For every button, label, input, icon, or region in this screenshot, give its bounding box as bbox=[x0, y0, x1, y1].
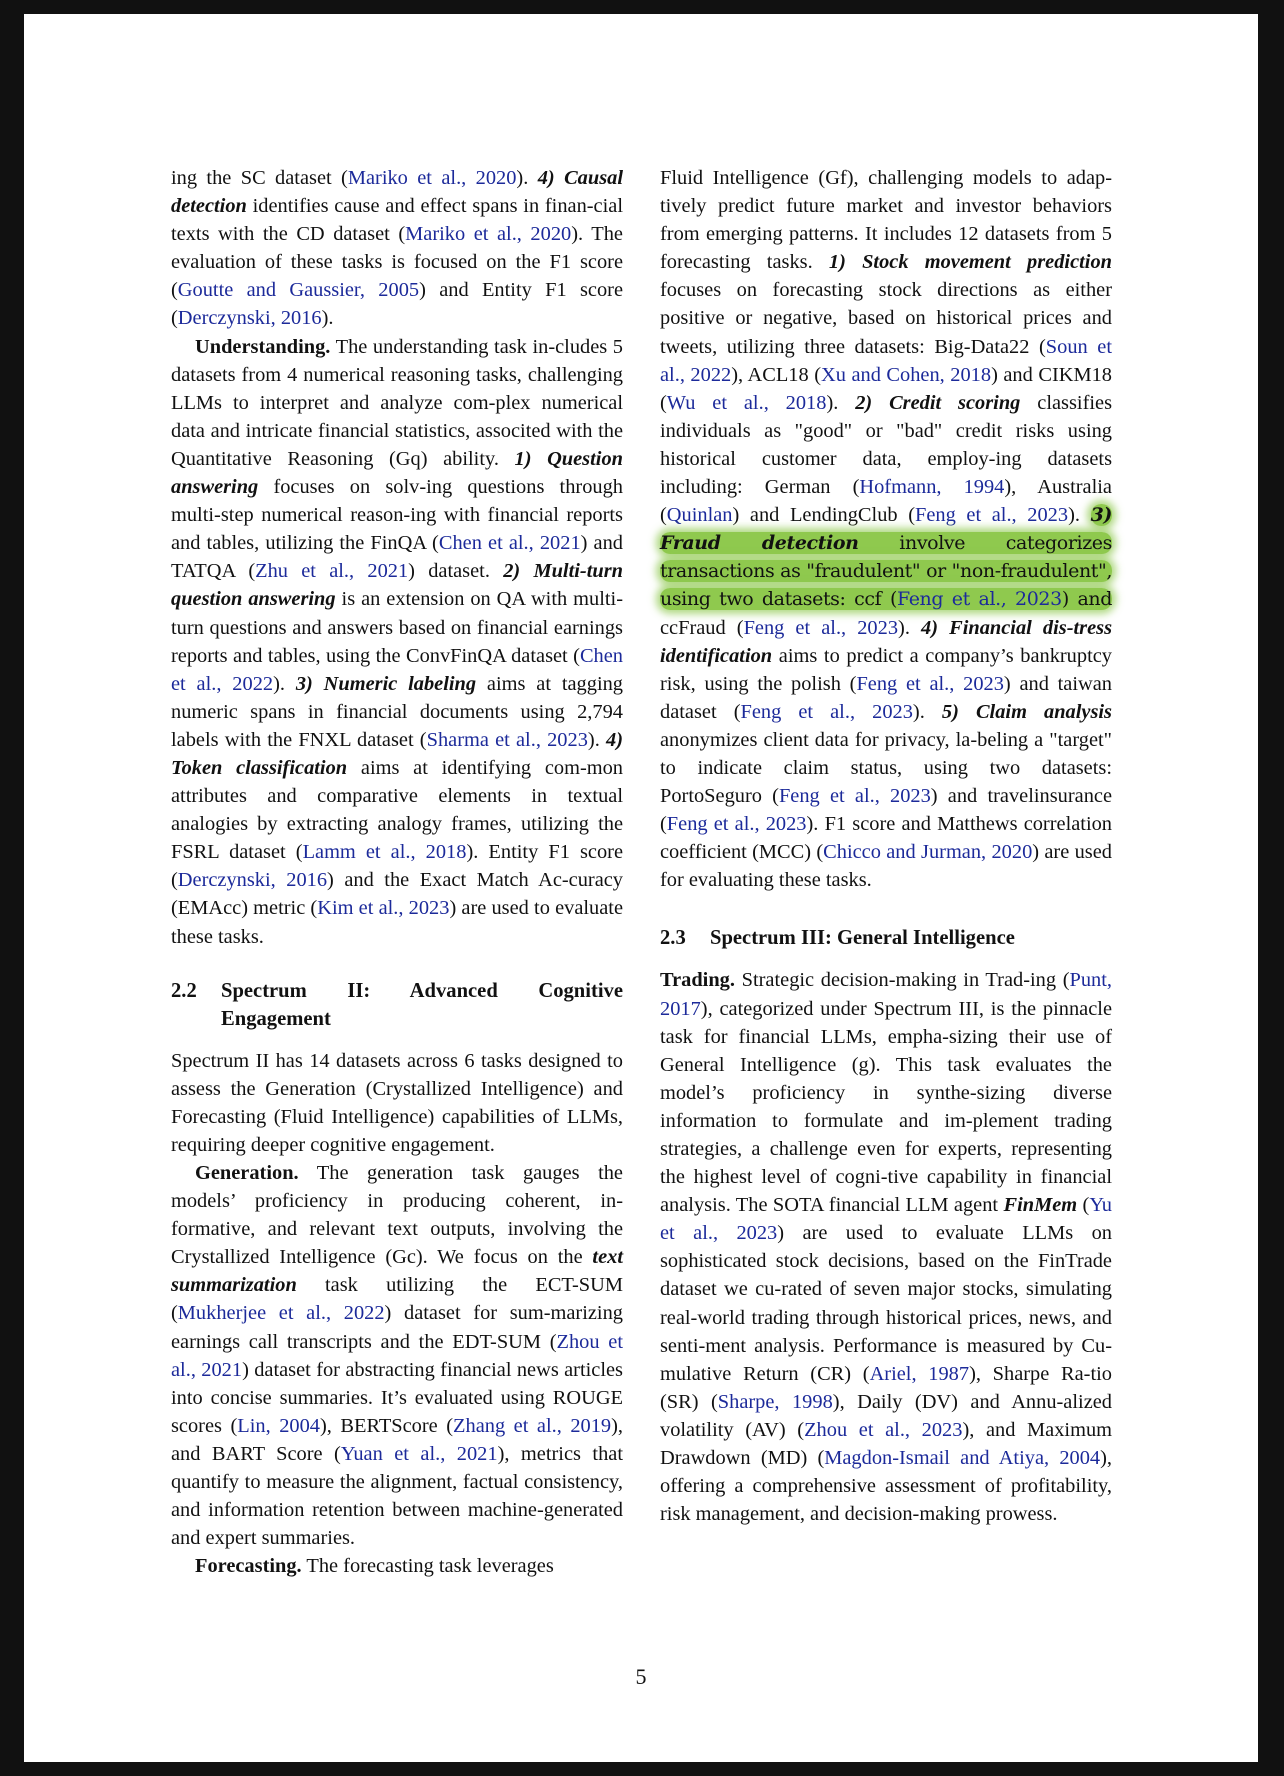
section-number: 2.2 bbox=[171, 979, 197, 1002]
citation-link[interactable]: Magdon-Ismail and Atiya, 2004 bbox=[824, 1447, 1101, 1470]
task-name: 4) Causal detection bbox=[171, 167, 624, 218]
citation-link[interactable]: Feng et al., 2023 bbox=[856, 672, 1004, 695]
citation-link[interactable]: Zhu et al., 2021 bbox=[255, 560, 409, 583]
left-column bbox=[171, 164, 623, 1580]
citation-link[interactable]: Mukherjee et al., 2022 bbox=[177, 1302, 385, 1325]
citation-link[interactable]: Yu et al., 2023 bbox=[660, 1194, 1112, 1245]
page-number: 5 bbox=[635, 1664, 647, 1689]
paragraph-forecasting-tasks: Fluid Intelligence (Gf), challenging models to adap-tively predict future market and investor behaviors from emerging patterns. It includes 12 datasets from 5 forecasting tasks. 1) Stock movement prediction focuses on forecasting stock directions as either positive or negative, based on historical prices and tweets, utilizing three datasets: Big-Data22 (Soun et al., 2022), ACL18 (Xu and Cohen, 2018) and CIKM18 (Wu et al., 2018). 2) Credit scoring classifies individuals as "good" or "bad" credit risks using historical customer data, employ-ing datasets including: German (Hofmann, 1994), Australia (Quinlan) and LendingClub (Feng et al., 2023). 3) Fraud detection involve categorizes transactions as "fraudulent" or "non-fraudulent", using two datasets: ccf (Feng et al., 2023) and ccFraud (Feng et al., 2023). 4) Financial dis-tress identification aims to predict a company’s bankruptcy risk, using the polish (Feng et al., 2023) and taiwan dataset (Feng et al., 2023). 5) Claim analysis anonymizes client data for privacy, la-beling a "target" to indicate claim status, using two datasets: PortoSeguro (Feng et al., 2023) and travelinsurance (Feng et al., 2023). F1 score and Matthews correlation coefficient (MCC) (Chicco and Jurman, 2020) are used for evaluating these tasks. bbox=[660, 167, 1113, 892]
citation-link[interactable]: Hofmann, 1994 bbox=[859, 476, 1005, 499]
citation-link[interactable]: Xu and Cohen, 2018 bbox=[821, 363, 992, 386]
citation-link[interactable]: Chen et al., 2022 bbox=[171, 644, 623, 695]
highlighted-text: 3) Fraud detection involve categorizes transactions as "fraudulent" or "non-fraudulent", using two datasets: ccf (Feng et al., 2023) and bbox=[660, 504, 1112, 611]
task-name: 2) Credit scoring bbox=[855, 391, 1021, 414]
paragraph-heading: Forecasting. bbox=[195, 1555, 302, 1578]
citation-link[interactable]: Sharpe, 1998 bbox=[717, 1390, 833, 1413]
citation-link[interactable]: Soun et al., 2022 bbox=[660, 335, 1112, 386]
citation-link[interactable]: Kim et al., 2023 bbox=[317, 897, 450, 920]
citation-link[interactable]: Punt, 2017 bbox=[660, 969, 1112, 1020]
paragraph-heading: Generation. bbox=[195, 1162, 299, 1184]
task-name: 1) Stock movement prediction bbox=[828, 251, 1112, 274]
agent-name: FinMem bbox=[1003, 1194, 1078, 1217]
task-name: 3) Numeric labeling bbox=[295, 672, 477, 695]
paragraph-generation: Generation. The generation task gauges the models’ proficiency in producing coherent, in-formative, and relevant text outputs, involving the Crystallized Intelligence (Gc). We focus on the text summarization task utilizing the ECT-SUM (Mukherjee et al., 2022) dataset for sum-marizing earnings call transcripts and the EDT-SUM (Zhou et al., 2021) dataset for abstracting financial news articles into concise summaries. It’s evaluated using ROUGE scores (Lin, 2004), BERTScore (Zhang et al., 2019), and BART Score (Yuan et al., 2021), metrics that quantify to measure the alignment, factual consistency, and information retention between machine-generated and expert summaries. bbox=[171, 1162, 624, 1550]
paragraph-heading: Trading. bbox=[660, 969, 735, 992]
citation-link[interactable]: Yuan et al., 2021 bbox=[340, 1442, 498, 1465]
section-title: Spectrum III: General Intelligence bbox=[710, 927, 1015, 950]
paragraph-causal-detection: ing the SC dataset (Mariko et al., 2020). 4) Causal detection identifies cause and effect spans in finan-cial texts with the CD dataset (Mariko et al., 2020). The evaluation of these tasks is focused on the F1 score (Goutte and Gaussier, 2005) and Entity F1 score (Derczynski, 2016). bbox=[171, 167, 624, 330]
citation-link[interactable]: Goutte and Gaussier, 2005 bbox=[177, 279, 420, 302]
citation-link[interactable]: Zhang et al., 2019 bbox=[453, 1414, 612, 1437]
citation-link[interactable]: Sharma et al., 2023 bbox=[426, 728, 588, 751]
citation-link[interactable]: Feng et al., 2023 bbox=[666, 813, 807, 836]
citation-link[interactable]: Chen et al., 2021 bbox=[438, 532, 581, 555]
citation-link[interactable]: Feng et al., 2023 bbox=[778, 785, 931, 808]
citation-link[interactable]: Lin, 2004 bbox=[237, 1414, 320, 1437]
citation-link[interactable]: Mariko et al., 2020 bbox=[405, 223, 572, 246]
task-name: 1) Question answering bbox=[171, 447, 623, 499]
task-name: 4) Financial dis-tress identification bbox=[660, 616, 1113, 667]
citation-link[interactable]: Ariel, 1987 bbox=[869, 1362, 970, 1385]
citation-link[interactable]: Feng et al., 2023 bbox=[896, 588, 1062, 611]
task-name: 2) Multi-turn question answering bbox=[171, 560, 623, 611]
citation-link[interactable]: Lamm et al., 2018 bbox=[302, 841, 467, 864]
citation-link[interactable]: Wu et al., 2018 bbox=[666, 391, 827, 414]
task-name: 4) Token classification bbox=[171, 728, 623, 779]
paper-page bbox=[24, 14, 1258, 1762]
paragraph-spectrum-ii: Spectrum II has 14 datasets across 6 tasks designed to assess the Generation (Crystallized Intelligence) and Forecasting (Fluid Intelligence) capabilities of LLMs, requiring deeper cognitive engagement. bbox=[171, 1049, 623, 1156]
section-title: Spectrum II: Advanced Cognitive Engagement bbox=[221, 979, 623, 1030]
paragraph-forecasting: Forecasting. The forecasting task leverages bbox=[195, 1555, 554, 1578]
task-name: text summarization bbox=[171, 1246, 623, 1297]
section-number: 2.3 bbox=[660, 927, 686, 950]
task-name: 5) Claim analysis bbox=[941, 700, 1112, 723]
citation-link[interactable]: Mariko et al., 2020 bbox=[347, 167, 517, 189]
section-heading-2-3 bbox=[660, 924, 1112, 952]
right-column bbox=[660, 164, 1112, 1528]
citation-link[interactable]: Zhou et al., 2023 bbox=[804, 1418, 963, 1441]
citation-link[interactable]: Feng et al., 2023 bbox=[740, 700, 913, 723]
citation-link[interactable]: Feng et al., 2023 bbox=[915, 504, 1069, 527]
citation-link[interactable]: Derczynski, 2016 bbox=[177, 869, 328, 892]
citation-link[interactable]: Zhou et al., 2021 bbox=[171, 1330, 623, 1381]
section-heading-2-2 bbox=[171, 977, 623, 1033]
citation-link[interactable]: Chicco and Jurman, 2020 bbox=[823, 841, 1033, 864]
task-name: 3) Fraud detection bbox=[660, 504, 1112, 555]
paragraph-heading: Understanding. bbox=[195, 335, 331, 358]
paragraph-understanding: Understanding. The understanding task in-cludes 5 datasets from 4 numerical reasoning tasks, challenging LLMs to interpret and analyze com-plex numerical data and intricate financial statistics, associted with the Quantitative Reasoning (Gq) ability. 1) Question answering focuses on solv-ing questions through multi-step numerical reason-ing with financial reports and tables, utilizing the FinQA (Chen et al., 2021) and TATQA (Zhu et al., 2021) dataset. 2) Multi-turn question answering is an extension on QA with multi-turn questions and answers based on financial earnings reports and tables, using the ConvFinQA dataset (Chen et al., 2022). 3) Numeric labeling aims at tagging numeric spans in financial documents using 2,794 labels with the FNXL dataset (Sharma et al., 2023). 4) Token classification aims at identifying com-mon attributes and comparative elements in textual analogies by extracting analogy frames, utilizing the FSRL dataset (Lamm et al., 2018). Entity F1 score (Derczynski, 2016) and the Exact Match Ac-curacy (EMAcc) metric (Kim et al., 2023) are used to evaluate these tasks. bbox=[171, 335, 624, 948]
citation-link[interactable]: Quinlan bbox=[666, 504, 733, 527]
paragraph-trading: Trading. Strategic decision-making in Trad-ing (Punt, 2017), categorized under Spectrum III, is the pinnacle task for financial LLMs, empha-sizing their use of General Intelligence (g). This task evaluates the model’s proficiency in synthe-sizing diverse information to formulate and im-plement trading strategies, a challenge even for experts, representing the highest level of cogni-tive capability in financial analysis. The SOTA financial LLM agent FinMem (Yu et al., 2023) are used to evaluate LLMs on sophisticated stock decisions, based on the FinTrade dataset we cu-rated of seven major stocks, simulating real-world trading through historical prices, news, and senti-ment analysis. Performance is measured by Cu-mulative Return (CR) (Ariel, 1987), Sharpe Ra-tio (SR) (Sharpe, 1998), Daily (DV) and Annu-alized volatility (AV) (Zhou et al., 2023), and Maximum Drawdown (MD) (Magdon-Ismail and Atiya, 2004), offering a comprehensive assessment of profitability, risk management, and decision-making prowess. bbox=[660, 969, 1113, 1526]
citation-link[interactable]: Derczynski, 2016 bbox=[177, 307, 322, 330]
citation-link[interactable]: Feng et al., 2023 bbox=[743, 616, 899, 639]
